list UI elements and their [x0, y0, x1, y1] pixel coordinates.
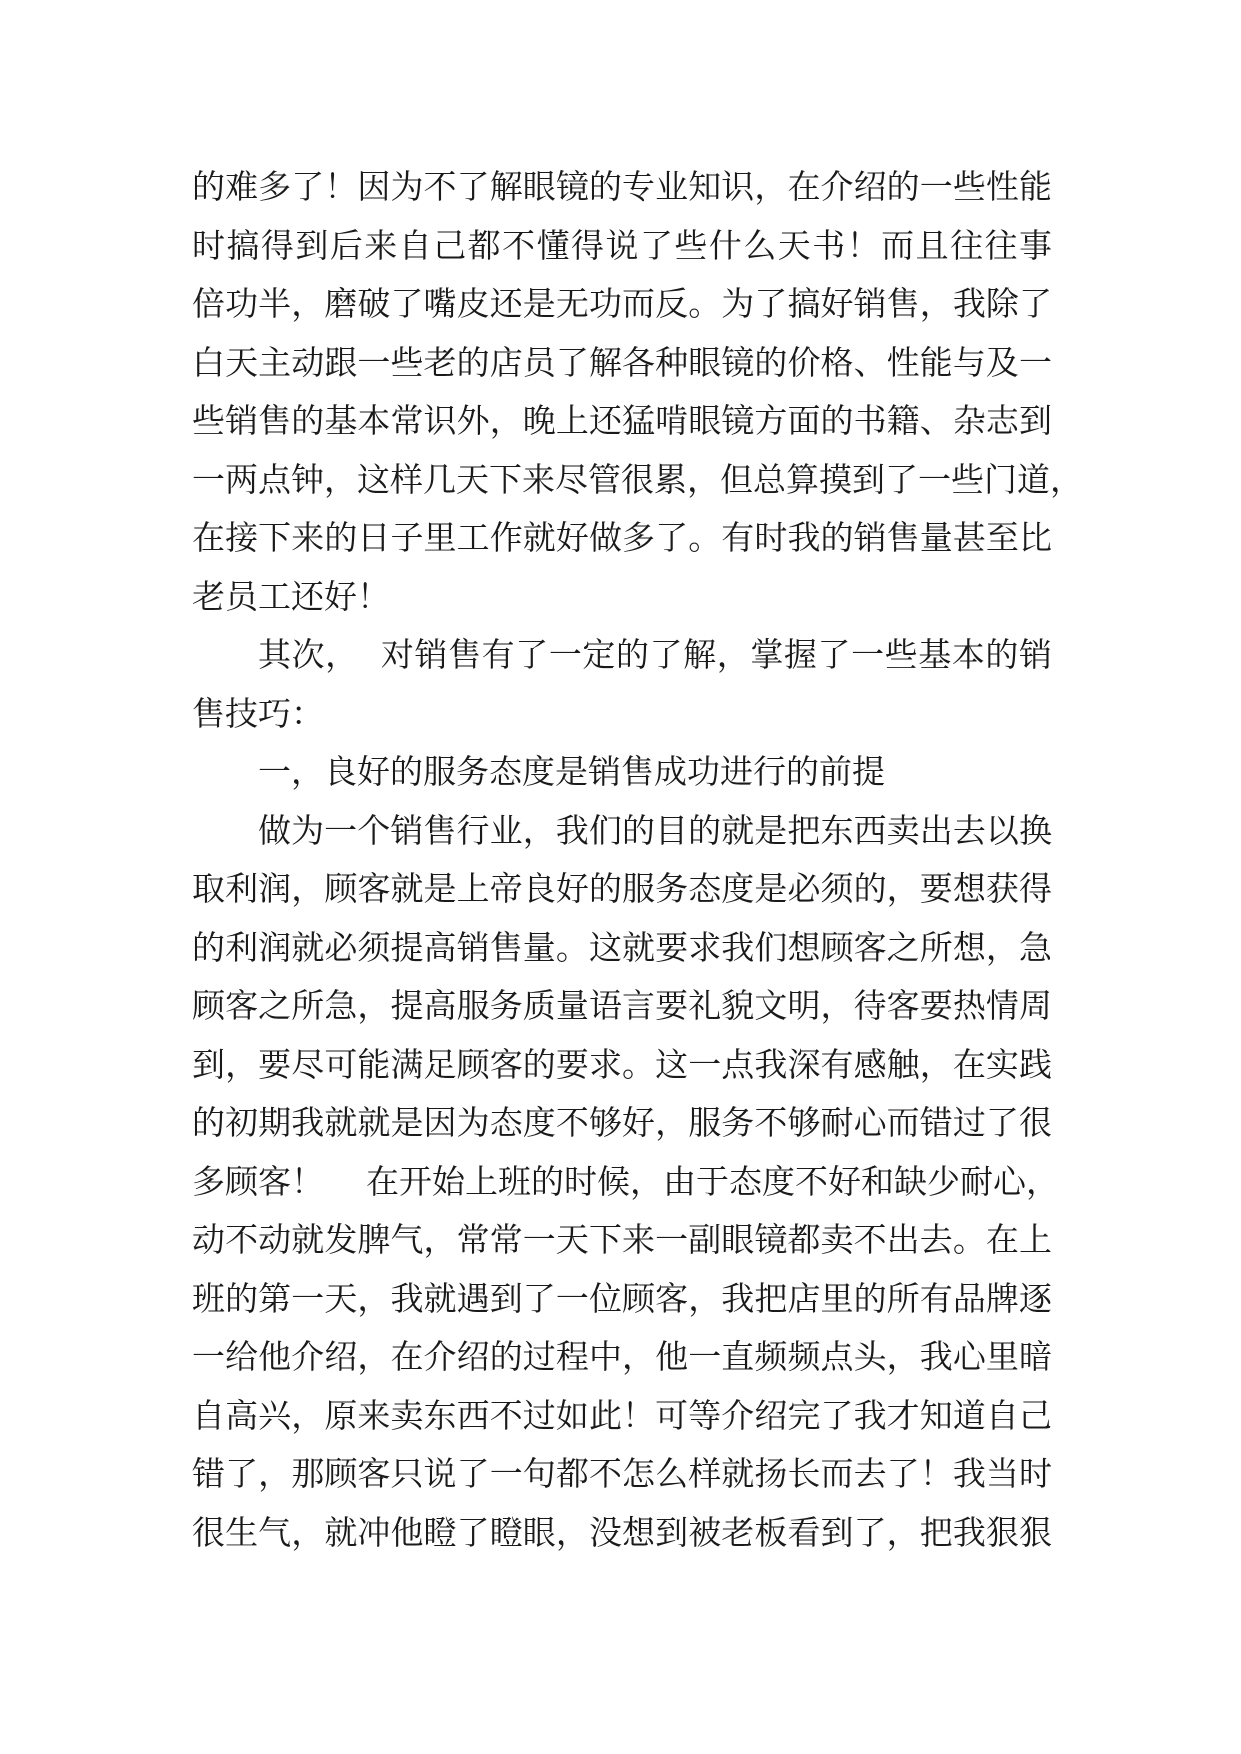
- text-line: 白天主动跟一些老的店员了解各种眼镜的价格、性能与及一: [192, 342, 1052, 382]
- text-line: 的利润就必须提高销售量。这就要求我们想顾客之所想，急: [192, 927, 1052, 967]
- body-text: [192, 158, 1083, 1562]
- text-line: 很生气，就冲他瞪了瞪眼，没想到被老板看到了，把我狠狠: [192, 1512, 1052, 1552]
- text-line: 些销售的基本常识外，晚上还猛啃眼镜方面的书籍、杂志到: [192, 401, 1052, 440]
- text-line: 多顾客！ 在开始上班的时候，由于态度不好和缺少耐心，: [192, 1161, 1059, 1201]
- text-line: 其次， 对销售有了一定的了解，掌握了一些基本的销: [258, 635, 1052, 674]
- text-line: 的初期我就就是因为态度不够好，服务不够耐心而错过了很: [192, 1103, 1052, 1142]
- text-line: 动不动就发脾气，常常一天下来一副眼镜都卖不出去。在上: [192, 1220, 1052, 1259]
- text-line: 顾客之所急，提高服务质量语言要礼貌文明，待客要热情周: [192, 986, 1052, 1025]
- text-line: 老员工还好！: [192, 576, 390, 616]
- text-line: 一两点钟，这样几天下来尽管很累，但总算摸到了一些门道，: [192, 459, 1083, 499]
- text-line: 一，良好的服务态度是销售成功进行的前提: [258, 752, 885, 791]
- text-line: 售技巧：: [192, 693, 324, 733]
- text-line: 一给他介绍，在介绍的过程中，他一直频频点头，我心里暗: [192, 1337, 1052, 1376]
- text-line: 自高兴，原来卖东西不过如此！可等介绍完了我才知道自己: [192, 1395, 1052, 1435]
- text-line: 到，要尽可能满足顾客的要求。这一点我深有感触，在实践: [192, 1044, 1052, 1084]
- text-line: 倍功半，磨破了嘴皮还是无功而反。为了搞好销售，我除了: [192, 284, 1052, 323]
- text-line: 取利润，顾客就是上帝良好的服务态度是必须的，要想获得: [192, 869, 1052, 908]
- text-line: 班的第一天，我就遇到了一位顾客，我把店里的所有品牌逐: [192, 1278, 1052, 1318]
- text-line: 时搞得到后来自己都不懂得说了些什么天书！而且往往事: [192, 225, 1052, 265]
- text-line: 在接下来的日子里工作就好做多了。有时我的销售量甚至比: [192, 518, 1052, 557]
- text-line: 错了，那顾客只说了一句都不怎么样就扬长而去了！我当时: [192, 1454, 1052, 1493]
- text-line: 的难多了！因为不了解眼镜的专业知识，在介绍的一些性能: [192, 167, 1052, 206]
- text-line: 做为一个销售行业，我们的目的就是把东西卖出去以换: [258, 810, 1052, 850]
